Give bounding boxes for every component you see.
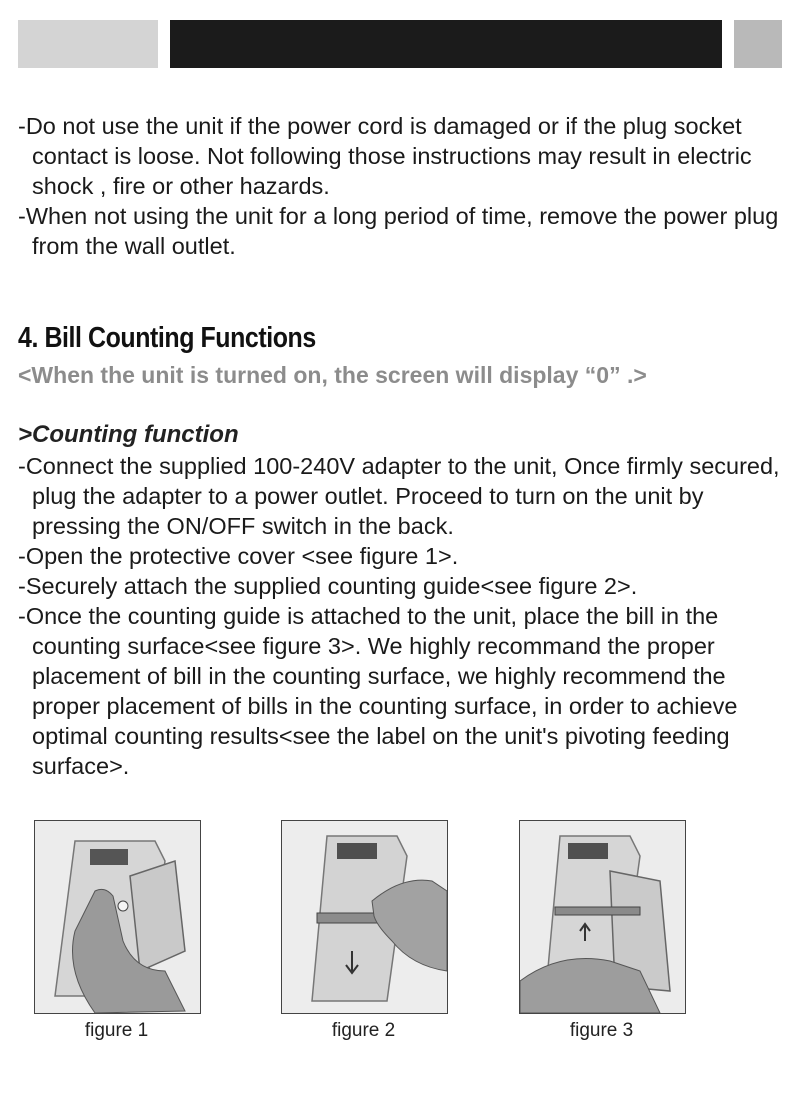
figure-3-caption: figure 3 xyxy=(569,1020,634,1041)
warning-item: -Do not use the unit if the power cord is damaged or if the plug socket contact is loose. Not following those instructions may result in electric shock , fire or other hazards. xyxy=(18,113,752,199)
header-bar-left xyxy=(18,20,158,68)
figure-1-image xyxy=(34,820,201,1014)
step-item: -Securely attach the supplied counting guide<see figure 2>. xyxy=(18,573,638,599)
figure-3-image xyxy=(519,820,686,1014)
step-item: -Connect the supplied 100-240V adapter to the unit, Once firmly secured, plug the adapter to a power outlet. Proceed to turn on the unit by pressing the ON/OFF switch in the back. xyxy=(18,453,780,539)
header-bar-dark xyxy=(170,20,722,68)
warning-item: -When not using the unit for a long period of time, remove the power plug from the wall outlet. xyxy=(18,203,779,259)
figure-1-caption: figure 1 xyxy=(84,1020,149,1041)
counting-function-heading: >Counting function xyxy=(18,421,239,448)
header-bar-right xyxy=(734,20,782,68)
figure-2-image xyxy=(281,820,448,1014)
figure-2-caption: figure 2 xyxy=(331,1020,396,1041)
section-title: 4. Bill Counting Functions xyxy=(18,322,316,354)
step-item: -Once the counting guide is attached to the unit, place the bill in the counting surface<see figure 3>. We highly recommand the proper placement of bill in the counting surface, we highly recommend the proper placement of bills in the counting surface, in order to achieve optimal counting results<see the label on the unit's pivoting feeding surface>. xyxy=(18,603,738,779)
counting-steps xyxy=(18,451,788,781)
step-item: -Open the protective cover <see figure 1>. xyxy=(18,543,459,569)
warning-list xyxy=(18,111,788,261)
display-note: <When the unit is turned on, the screen will display “0” .> xyxy=(18,362,647,388)
